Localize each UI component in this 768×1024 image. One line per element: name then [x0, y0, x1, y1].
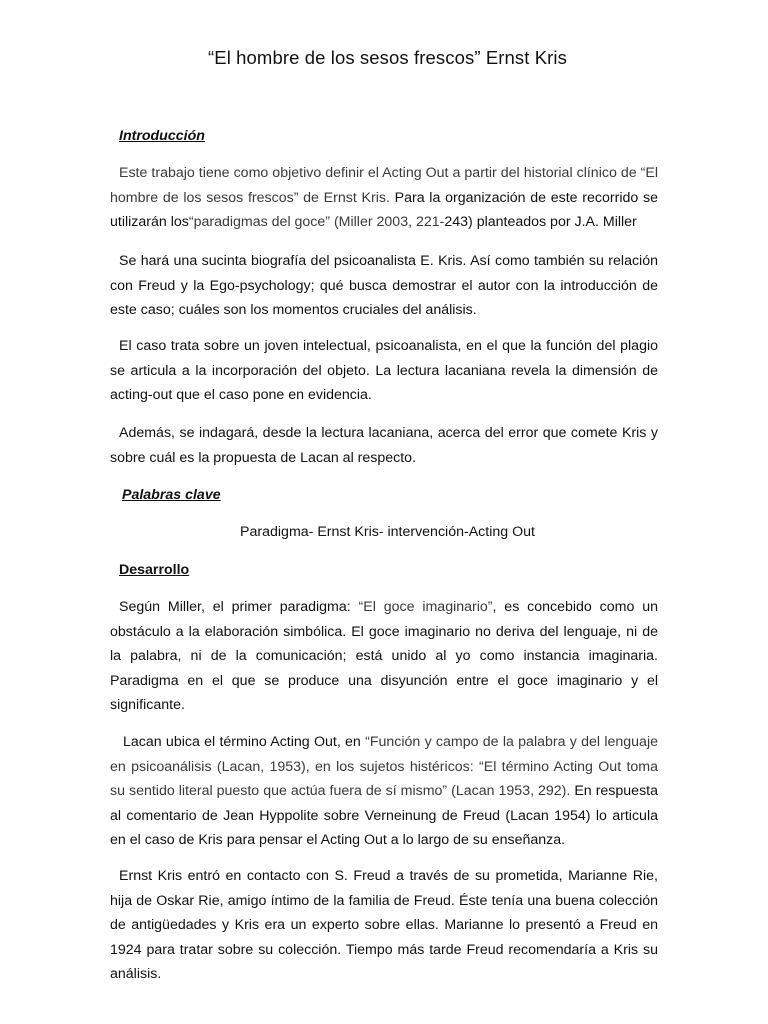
paragraph-acting-out-text-a: Lacan ubica el término Acting Out, en [123, 734, 366, 750]
paragraph-case-text: El caso trata sobre un joven intelectual, psicoanalista, en el que la función del plagio se articula a la incorporación del objeto. La lectura lacaniana revela la dimensión de acting-out que el caso pone en evidencia. [110, 338, 658, 403]
paragraph-acting-out-text-b: “Función y campo de la palabra y del lenguaje en psicoanálisis (Lacan, 1953), en los sujetos histéricos: “El término Acting Out toma su sentido literal puesto que actúa fuera de sí mismo” (Lacan 1953, 292). [110, 734, 658, 799]
paragraph-paradigm [110, 595, 658, 718]
paragraph-objective-text-d: 243) planteados por J.A. Miller [444, 214, 637, 230]
paragraph-kris-freud [110, 864, 658, 987]
paragraph-biography-text: Se hará una sucinta biografía del psicoanalista E. Kris. Así como también su relación con Freud y la Ego-psychology; qué busca demostrar el autor con la introducción de este caso; cuáles son los momentos cruciales del análisis. [110, 253, 658, 318]
paragraph-objective-text-b: Para la organización de este recorrido se utilizarán los [110, 189, 658, 230]
paragraph-case [110, 334, 658, 408]
section-heading-desarrollo: Desarrollo [119, 562, 190, 578]
paragraph-error [110, 421, 658, 470]
section-heading-palabras-clave: Palabras clave [122, 487, 221, 503]
paragraph-kris-freud-text: Ernst Kris entró en contacto con S. Freud a través de su prometida, Marianne Rie, hija de Oskar Rie, amigo íntimo de la familia de Freud. Éste tenía una buena colección de antigüedades y Kris era un experto sobre ellas. Marianne lo presentó a Freud en 1924 para tratar sobre su colección. Tiempo más tarde Freud recomendaría a Kris su análisis. [110, 868, 658, 982]
paragraph-objective-text-c: “paradigmas del goce” (Miller 2003, 221- [188, 214, 445, 230]
paragraph-objective [110, 161, 658, 235]
keywords-line: Paradigma- Ernst Kris- intervención-Acting Out [240, 524, 535, 540]
paragraph-biography [110, 249, 658, 323]
paragraph-acting-out [110, 730, 658, 853]
paragraph-error-text: Además, se indagará, desde la lectura lacaniana, acerca del error que comete Kris y sobre cuál es la propuesta de Lacan al respecto. [110, 425, 658, 466]
paragraph-paradigm-text-b: “El goce imaginario” [358, 599, 493, 615]
paragraph-paradigm-text-c: , es concebido como un obstáculo a la elaboración simbólica. El goce imaginario no deriva del lenguaje, ni de la palabra, ni de la comunicación; está unido al yo como instancia imaginaria. Paradigma en el que se produce una disyunción entre el goce imaginario y el significante. [110, 599, 658, 713]
paragraph-paradigm-text-a: Según Miller, el primer paradigma: [119, 599, 359, 615]
section-heading-introduccion: Introducción [119, 128, 205, 144]
paragraph-objective-text-a: Este trabajo tiene como objetivo definir el Acting Out a partir del historial clínico de “El hombre de los sesos frescos” de Ernst Kris. [110, 165, 658, 206]
paragraph-acting-out-text-c: En respuesta al comentario de Jean Hyppolite sobre Verneinung de Freud (Lacan 1954) lo articula en el caso de Kris para pensar el Acting Out a lo largo de su enseñanza. [110, 783, 658, 848]
document-title: “El hombre de los sesos frescos” Ernst Kris [208, 47, 567, 68]
